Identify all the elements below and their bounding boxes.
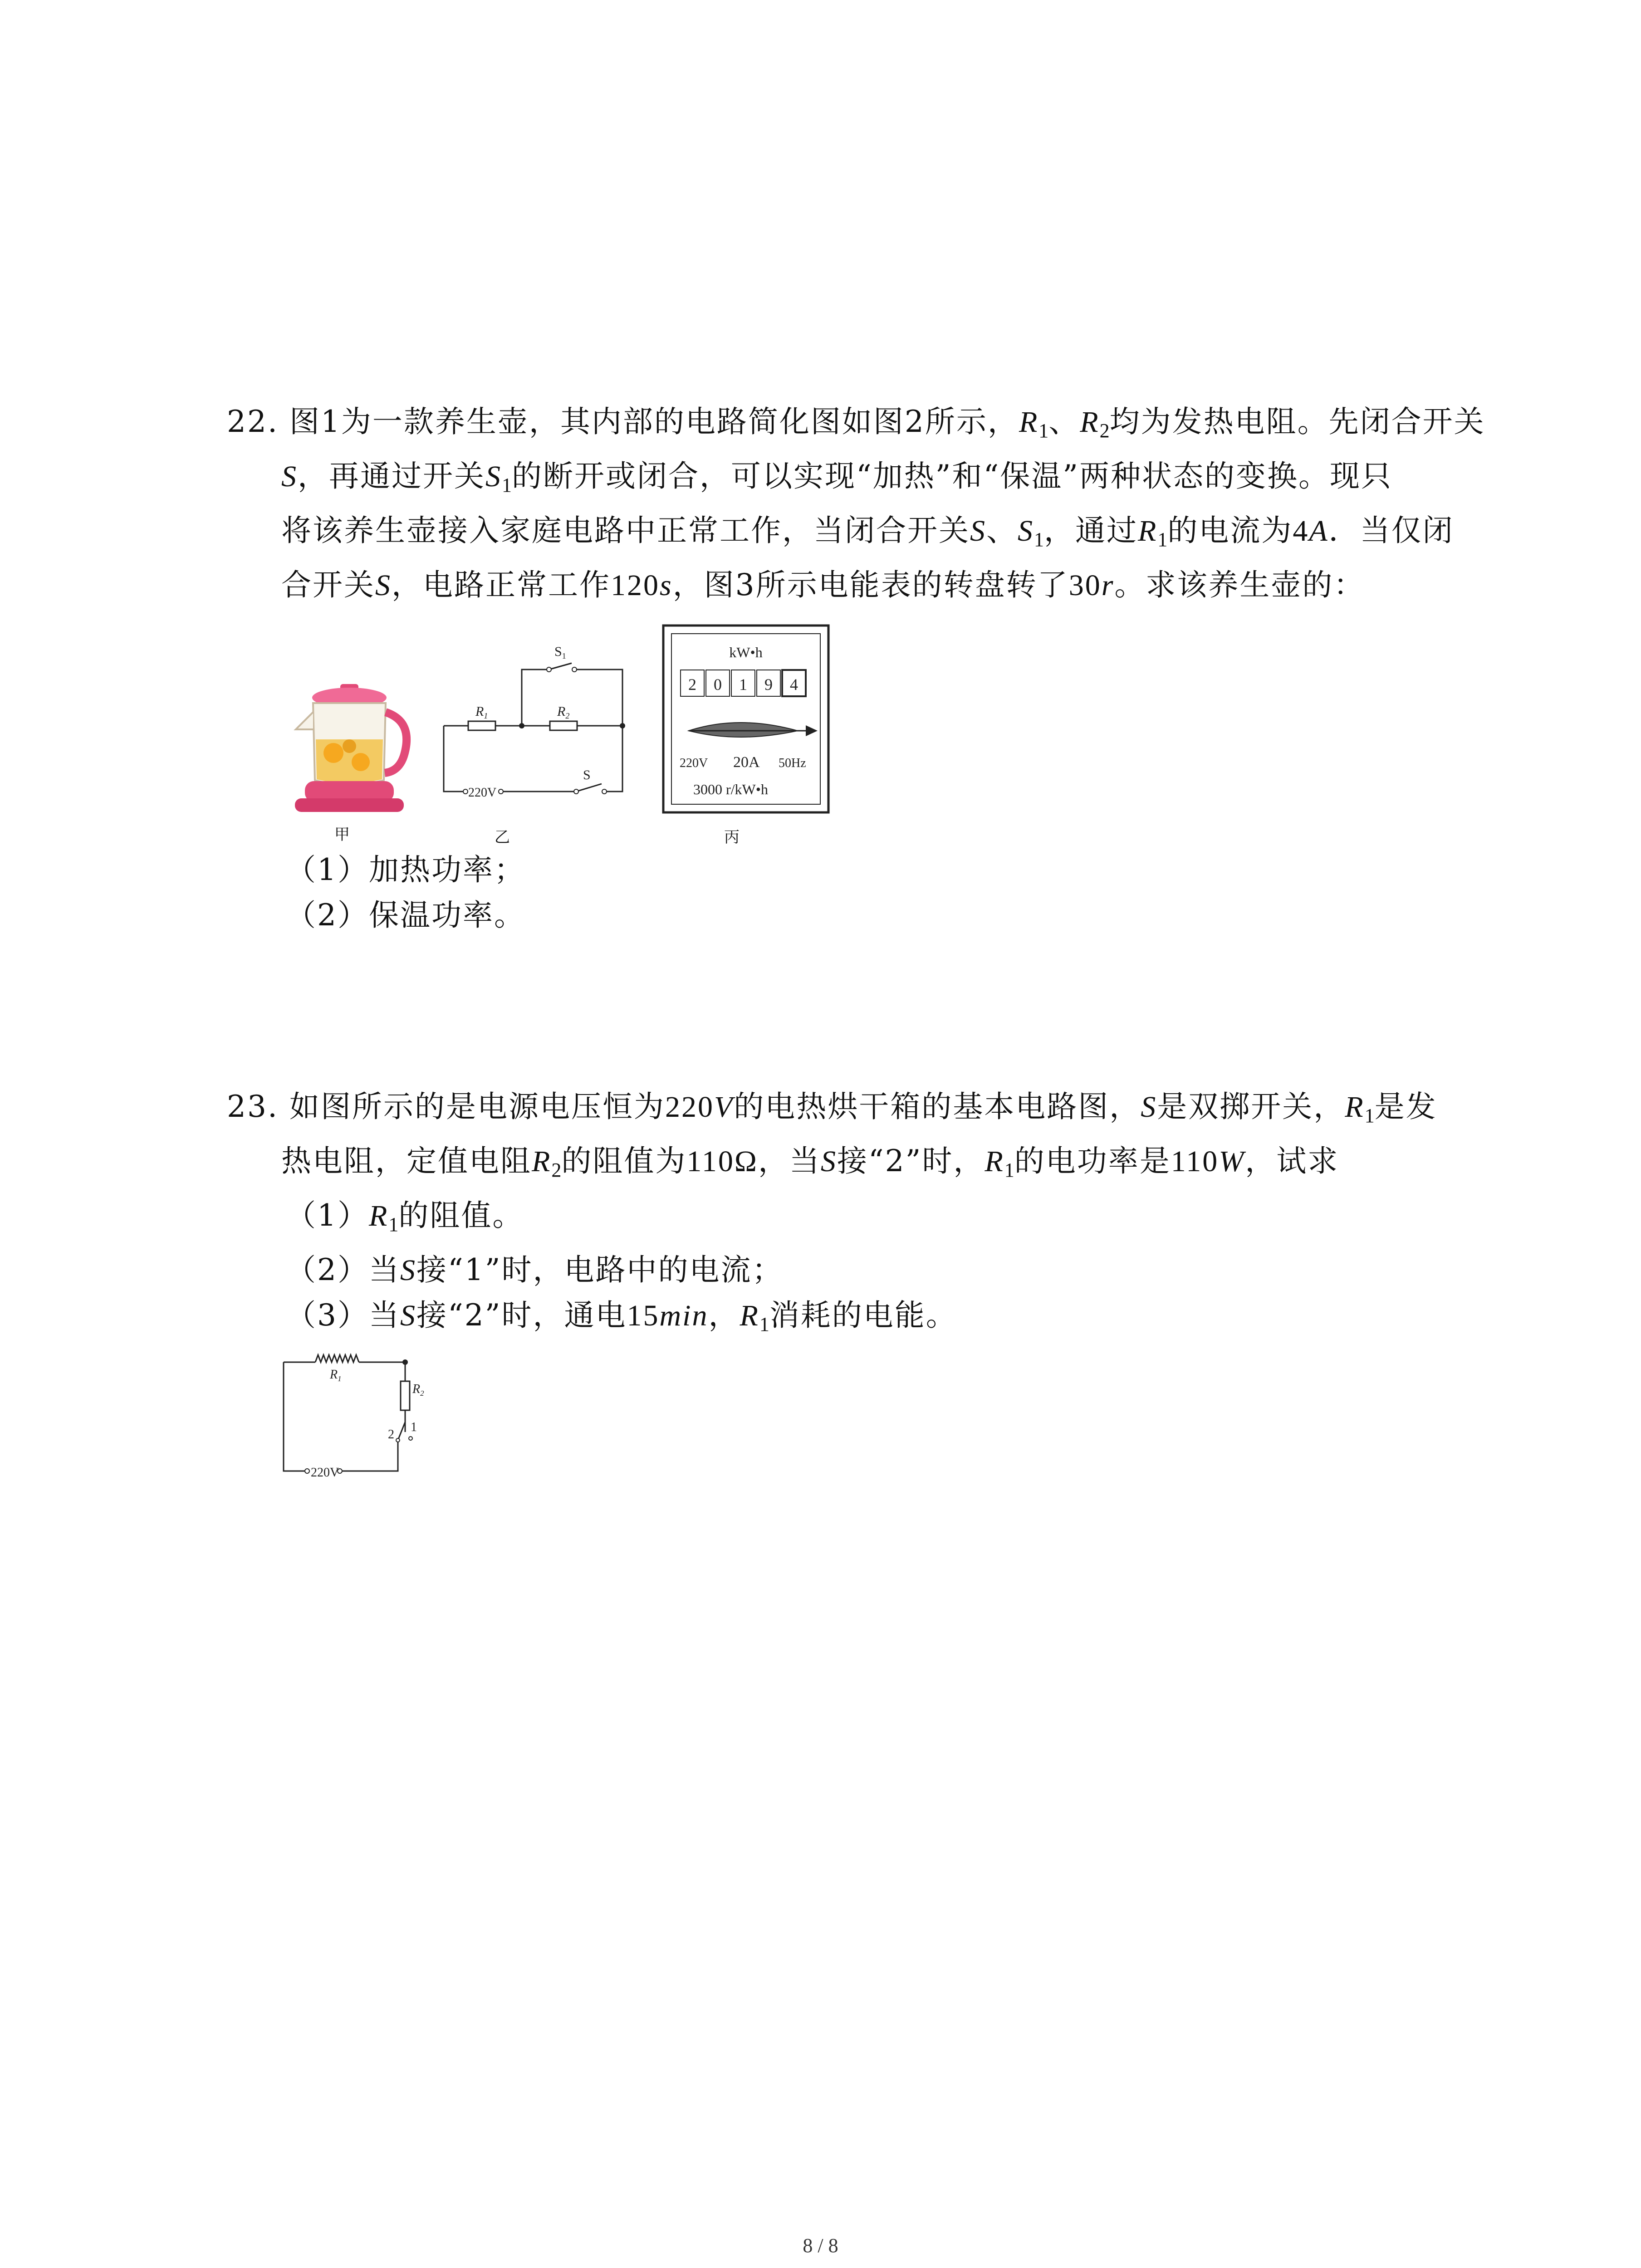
meter-constant: 3000 r/kW•h: [693, 781, 768, 797]
meter-digit: 1: [739, 675, 747, 694]
q23-line-2: 热电阻，定值电阻$R_2$的阻值为110Ω，当S接“2”时，$R_1$的电功率是110W，试求: [281, 1144, 1339, 1181]
meter-unit: kW•h: [729, 644, 763, 660]
circuit-label-s: S: [583, 767, 591, 782]
q22-line-1: 22. 图1为一款养生壶，其内部的电路简化图如图2所示，$R_1$、$R_2$均为发热电阻。先闭合开关: [227, 404, 1485, 442]
q23-subquestion-3: （3）当S接“2”时，通电15min，$R_1$消耗的电能。: [286, 1298, 957, 1335]
caption-jia: 甲: [334, 826, 350, 844]
q22-line-3: 将该养生壶接入家庭电路中正常工作，当闭合开关S、$S_1$，通过$R_1$的电流为4A．当仅闭: [281, 513, 1454, 551]
q22-subquestion-2: （2）保温功率。: [286, 898, 525, 933]
meter-digit: 9: [764, 675, 773, 694]
q22-line-2: S，再通过开关$S_1$的断开或闭合，可以实现“加热”和“保温”两种状态的变换。现只: [281, 459, 1392, 496]
electric-meter-diagram: [661, 624, 830, 814]
kettle-image: [277, 676, 413, 821]
kettle-circuit-diagram: [436, 635, 631, 807]
q23-subquestion-1: $(1)R_1$的阻值。: [286, 1198, 524, 1236]
q23-subquestion-2: （2）当S接“1”时，电路中的电流；: [286, 1252, 784, 1287]
dryer-terminal-1: 1: [411, 1420, 417, 1434]
dryer-circuit-diagram: [279, 1349, 451, 1486]
dryer-label-voltage: 220V: [311, 1466, 339, 1480]
circuit-label-r2: $R_2$: [557, 704, 570, 720]
circuit-label-r1: $R_1$: [475, 704, 488, 720]
meter-digit: 0: [714, 675, 722, 694]
circuit-label-s1: $S_1$: [554, 644, 566, 660]
dryer-label-r1: $R_1$: [330, 1368, 342, 1383]
meter-voltage: 220V: [680, 756, 708, 770]
meter-digit-row: [681, 670, 806, 696]
q22-subquestion-1: （1）加热功率；: [286, 852, 525, 887]
q23-line-1: 23. 如图所示的是电源电压恒为220V的电热烘干箱的基本电路图，S是双掷开关，$R_1$是发: [227, 1089, 1437, 1127]
dryer-label-r2: $R_2$: [412, 1382, 424, 1398]
meter-digit: 4: [790, 675, 798, 694]
caption-yi: 乙: [495, 828, 510, 846]
meter-current: 20A: [733, 754, 760, 771]
meter-frequency: 50Hz: [779, 756, 806, 770]
meter-digit: 2: [688, 675, 696, 694]
dryer-terminal-2: 2: [388, 1427, 394, 1442]
q22-line-4: 合开关S，电路正常工作120s，图3所示电能表的转盘转了30r。求该养生壶的：: [281, 567, 1365, 602]
circuit-label-voltage: 220V: [468, 786, 497, 800]
page-number: 8 / 8: [803, 2234, 838, 2257]
caption-bing: 丙: [724, 828, 740, 846]
